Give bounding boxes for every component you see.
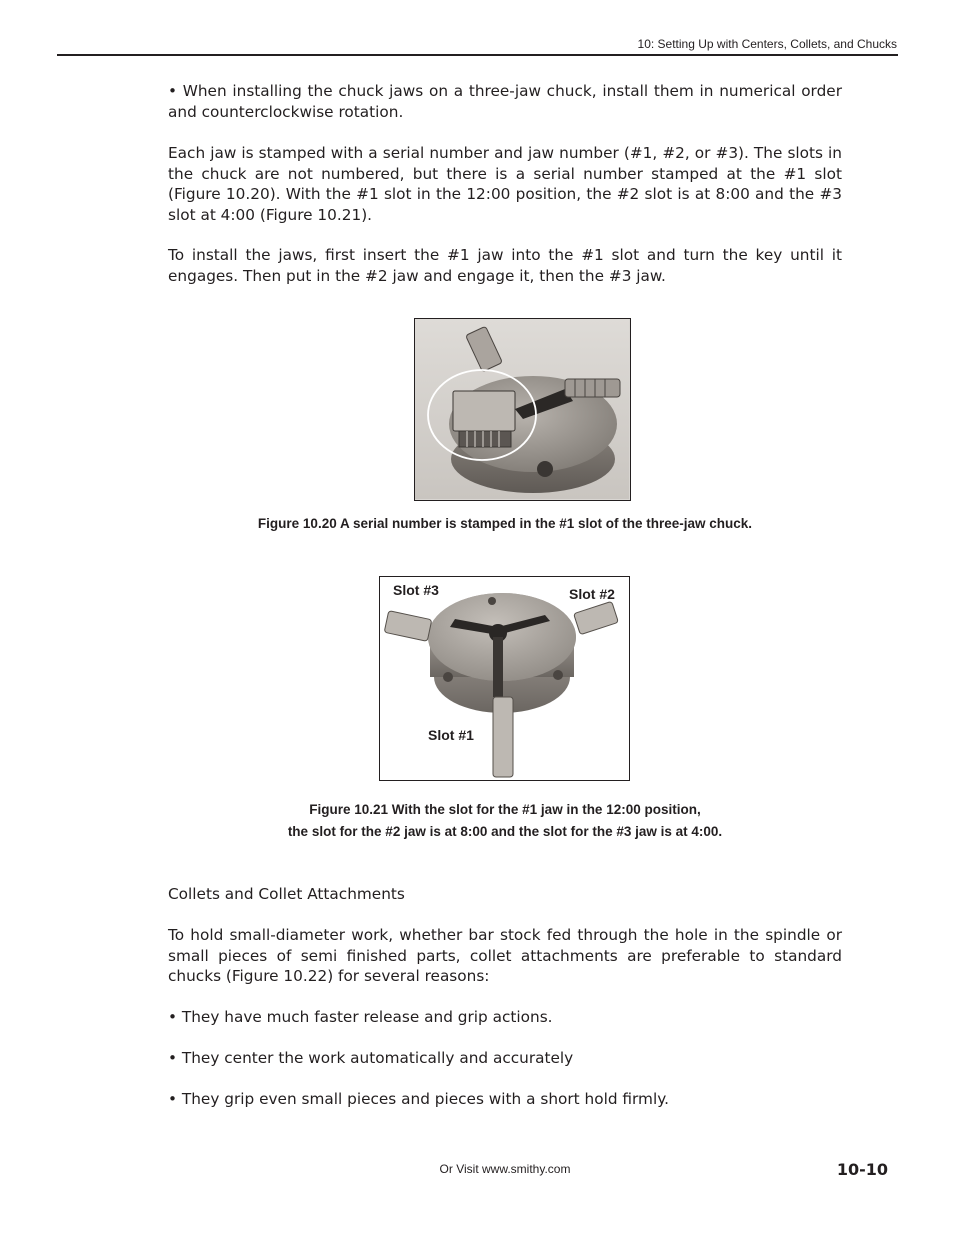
paragraph-jaw-install-order: • When installing the chuck jaws on a three-jaw chuck, install them in numerical order and counterclockwise rotation. <box>168 82 842 121</box>
slot-2-label: Slot #2 <box>569 586 615 602</box>
section-heading-collets: Collets and Collet Attachments <box>168 885 405 903</box>
paragraph-install-steps: To install the jaws, first insert the #1 jaw into the #1 slot and turn the key until it engages. Then put in the #2 jaw and engage it, then the #3 jaw. <box>168 246 842 285</box>
running-header: 10: Setting Up with Centers, Collets, and Chucks <box>637 37 897 51</box>
figure-10-21-caption-line2: the slot for the #2 jaw is at 8:00 and the slot for the #3 jaw is at 4:00. <box>287 824 723 839</box>
page-number: 10-10 <box>836 1160 888 1179</box>
figure-10-21-caption-line1: Figure 10.21 With the slot for the #1 jaw in the 12:00 position, <box>309 802 701 817</box>
figure-10-20-image <box>414 318 631 501</box>
slot-3-label: Slot #3 <box>393 582 439 598</box>
paragraph-serial-numbers: Each jaw is stamped with a serial number and jaw number (#1, #2, or #3). The slots in the chuck are not numbered, but there is a serial number stamped at the #1 slot (Figure 10.20). With the #1 slot in the 12:00 position, the #2 slot is at 8:00 and the #3 slot at 4:00 (Figure 10.21). <box>168 144 842 224</box>
bullet-center-work: • They center the work automatically and accurately <box>168 1049 574 1067</box>
paragraph-collet-reasons: To hold small-diameter work, whether bar stock fed through the hole in the spindle or small pieces of semi finished parts, collet attachments are preferable to standard chucks (Figure 10.22) for several reasons: <box>168 926 842 985</box>
bullet-faster-release: • They have much faster release and grip actions. <box>168 1008 553 1026</box>
slot-1-label: Slot #1 <box>428 727 474 743</box>
header-rule <box>57 54 898 56</box>
figure-10-20-caption: Figure 10.20 A serial number is stamped in the #1 slot of the three-jaw chuck. <box>257 516 753 531</box>
footer-website: Or Visit www.smithy.com <box>439 1162 571 1176</box>
figure-10-21-image <box>379 576 630 781</box>
bullet-grip-small-pieces: • They grip even small pieces and pieces with a short hold firmly. <box>168 1090 669 1108</box>
